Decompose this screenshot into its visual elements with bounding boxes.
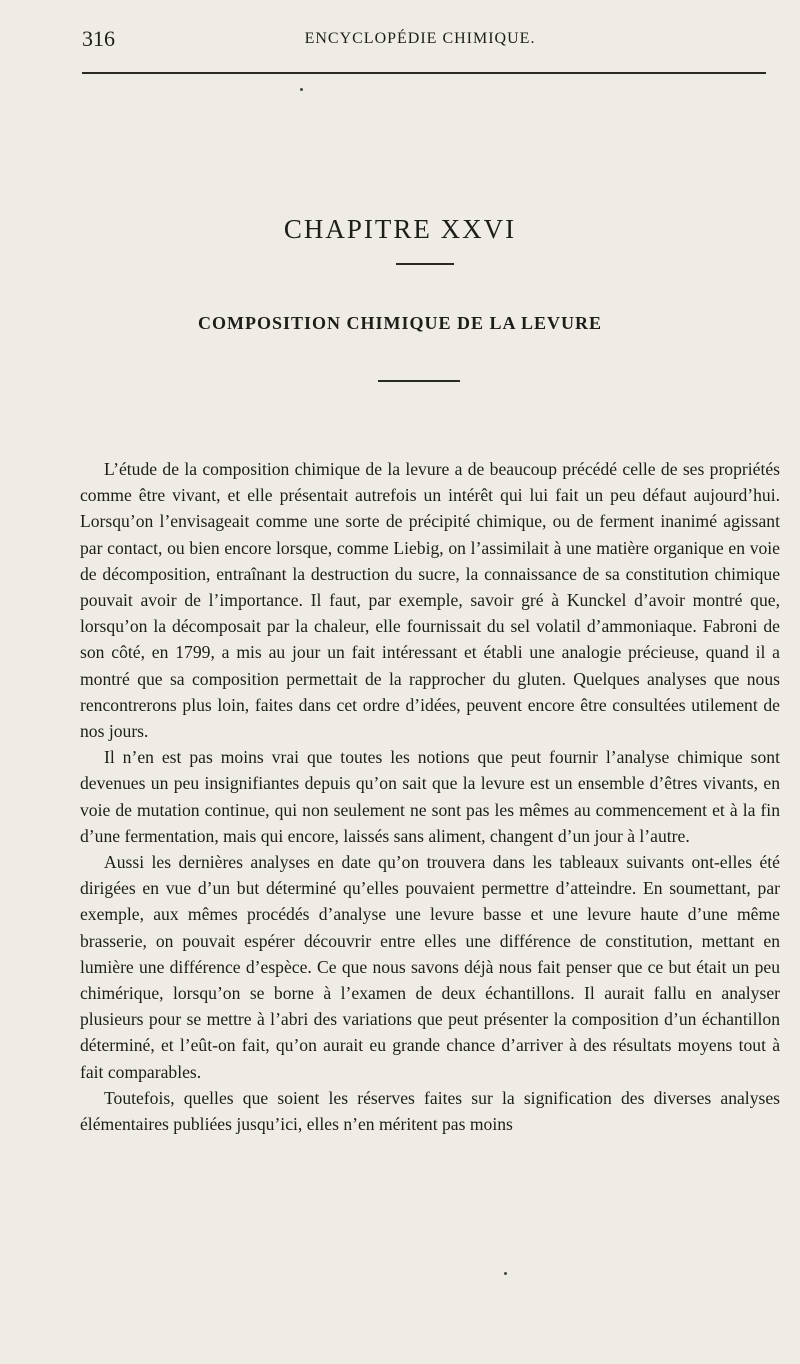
running-title: ENCYCLOPÉDIE CHIMIQUE. (304, 30, 536, 47)
section-title: COMPOSITION CHIMIQUE DE LA LEVURE (197, 312, 603, 333)
ink-speck (300, 88, 303, 91)
ink-speck (504, 1272, 507, 1275)
paragraph-2: Il n’en est pas moins vrai que toutes les notions que peut fournir l’analyse chimique sont devenues un peu insignifiantes depuis qu’on sait que la levure est un ensemble d’êtres vivants, en voie de mutation continue, qui non seulement ne sont pas les mêmes au commencement et à la fin d’une fermentation, mais qui encore, laissés sans aliment, changent d’un jour à l’autre. (80, 747, 780, 846)
chapter-divider (396, 263, 454, 265)
paragraph-4: Toutefois, quelles que soient les réserves faites sur la signification des diverses analyses élémentaires publiées jusqu’ici, elles n’en méritent pas moins (80, 1087, 780, 1135)
paragraph-1: L’étude de la composition chimique de la levure a de beaucoup précédé celle de ses propriétés comme être vivant, et elle présentait autrefois un intérêt qui lui fait un peu défaut aujourd’hui. Lorsqu’on l’envisageait comme une sorte de précipité chimique, ou de ferment inanimé agissant par contact, ou bien encore lorsque, comme Liebig, on l’assimilait à une matière organique en voie de décomposition, entraînant la destruction du sucre, la connaissance de sa constitution chimique pouvait avoir de l’importance. Il faut, par exemple, savoir gré à Kunckel d’avoir montré que, lorsqu’on la décomposait par la chaleur, elle fournissait du sel volatil d’ammoniaque. Fabroni de son côté, en 1799, a mis au jour un fait intéressant et établi une analogie précieuse, quand il a montré que sa composition permettait de la rapprocher du gluten. Quelques analyses que nous rencontrerons plus loin, faites dans cet ordre d’idées, peuvent encore être consultées utilement de nos jours. (80, 459, 780, 742)
body-text (80, 456, 780, 1137)
page-header (74, 26, 766, 56)
chapter-title: CHAPITRE XXVI (283, 214, 517, 245)
section-divider (378, 380, 460, 382)
header-rule (82, 72, 766, 74)
page-number: 316 (82, 26, 115, 51)
paragraph-3: Aussi les dernières analyses en date qu’on trouvera dans les tableaux suivants ont-elles été dirigées en vue d’un but déterminé qu’elles pouvaient permettre d’atteindre. En soumettant, par exemple, aux mêmes procédés d’analyse une levure basse et une levure haute d’une même brasserie, on pouvait espérer découvrir entre elles une différence de constitution, mettant en lumière une différence d’espèce. Ce que nous savons déjà nous fait penser que ce but était un peu chimérique, lorsqu’on se borne à l’examen de deux échantillons. Il aurait fallu en analyser plusieurs pour se mettre à l’abri des variations que peut présenter la composition d’un échantillon déterminé, et l’eût-on fait, qu’on aurait eu grande chance d’arriver à des résultats moyens tout à fait comparables. (80, 852, 780, 1082)
